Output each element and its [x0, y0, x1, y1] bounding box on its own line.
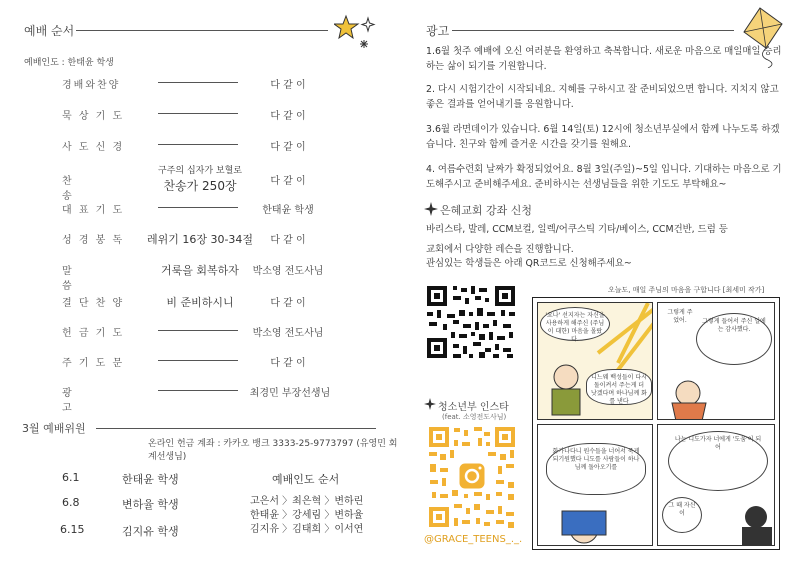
- order-line: 고은서 〉최은혁 〉변하린: [250, 496, 364, 507]
- service-row: [0, 134, 400, 156]
- service-row: [0, 227, 400, 249]
- comic-panel: [537, 302, 653, 420]
- service-row: [0, 166, 400, 202]
- service-who: 최경민 부장선생님: [249, 388, 331, 399]
- service-row: [0, 350, 400, 372]
- sparkle-icon: [424, 398, 436, 410]
- order-line: 한태윤 〉강세림 〉변하율: [250, 510, 364, 521]
- service-row: [0, 72, 400, 94]
- comic-panel: [657, 302, 775, 420]
- account-info: 온라인 헌금 계좌 : 카카오 뱅크 3333-25-9773797 (유영민 회계선생님): [148, 439, 398, 462]
- service-line: [158, 144, 238, 145]
- service-who: 다 같 이: [270, 80, 306, 91]
- insta-qr-code[interactable]: [426, 424, 518, 530]
- comic-caption: 오늘도, 매일 주님의 마음을 구합니다 [최세미 작가]: [608, 286, 765, 294]
- speech-bubble: 니느웨 백성들이 다시 돌이켜서 주는게 더 낫겠다며 하나님께 화를 낸다: [586, 369, 652, 405]
- service-who: 다 같 이: [270, 358, 306, 369]
- insta-title: 청소년부 인스타: [438, 402, 509, 413]
- service-hymn: [150, 164, 250, 194]
- service-who: 박소영 전도사님: [252, 328, 324, 339]
- page-title: 예배 순서: [24, 24, 75, 38]
- committee-date: 6.8: [62, 496, 80, 509]
- service-who: 다 같 이: [270, 298, 306, 309]
- lesson-title: 은혜교회 강좌 신청: [440, 204, 533, 217]
- speech-bubble: 화가나다니 원수들을 너어서 죽게 되기원했다 니도를 사람들이 하나님께 돌아오기를: [546, 443, 646, 495]
- insta-subtitle: (feat. 소영전도사님): [442, 413, 507, 421]
- service-name: 사 도 신 경: [62, 142, 125, 153]
- service-name: 찬 송: [62, 176, 90, 202]
- ads-title: 광고: [426, 24, 450, 38]
- committee-date: 6.1: [62, 471, 80, 484]
- service-who: 다 같 이: [270, 142, 306, 153]
- service-name: 결 단 찬 양: [62, 298, 125, 309]
- service-row: [0, 290, 400, 312]
- speech-bubble: 나는 니도가자 너에게 '도움'이 되어: [668, 431, 768, 491]
- service-who: 다 같 이: [270, 235, 306, 246]
- speech-bubble: '요나' 선지자는 자신을 사용하게 해주신 (주님 이 대한) 마음을 몰랐다.: [540, 307, 610, 341]
- service-name: 주 기 도 문: [62, 358, 125, 369]
- lesson-desc: 교회에서 다양한 레슨을 진행합니다.: [426, 244, 574, 255]
- service-line: [158, 207, 238, 208]
- service-line: [158, 330, 238, 331]
- committee-name: 변하율 학생: [122, 498, 179, 511]
- qr-code[interactable]: [423, 282, 519, 362]
- service-who: 다 같 이: [270, 176, 306, 187]
- service-who: 박소영 전도사님: [252, 266, 324, 277]
- committee-name: 김지유 학생: [122, 525, 179, 538]
- service-name: 묵 상 기 도: [62, 111, 125, 122]
- committee-date: 6.15: [60, 523, 85, 536]
- hymn-number: 찬송가 250장: [163, 179, 237, 193]
- ad-item: 1.6월 첫주 예배에 오신 여러분을 환영하고 축복합니다. 새로운 마음으로 매일매일 승리하는 삶이 되기를 기원합니다.: [426, 46, 782, 72]
- closing-song: 비 준비하시니: [166, 296, 234, 309]
- order-line: 김지유 〉김태희 〉이서연: [250, 524, 364, 535]
- ads-rule: [452, 30, 734, 31]
- service-name: 헌 금 기 도: [62, 328, 125, 339]
- speech-bubble: 그렇게 들어서 주신 일에는 감사했다.: [696, 313, 772, 365]
- service-line: [158, 360, 238, 361]
- service-name: 말 씀: [62, 266, 90, 292]
- hymn-title: 구주의 십자가 보혈로: [158, 166, 242, 176]
- sermon-title: 거룩을 회복하자: [161, 264, 239, 277]
- service-row: [0, 103, 400, 125]
- committee-name: 한태윤 학생: [122, 473, 179, 486]
- scripture: 레위기 16장 30-34절: [146, 233, 254, 246]
- ad-item: 2. 다시 시험기간이 시작되네요. 지혜를 구하시고 잘 준비되었으면 합니다. 지치지 않고 좋은 결과를 얻어내기를 응원합니다.: [426, 84, 779, 110]
- service-row: [0, 320, 400, 342]
- service-who: 한태윤 학생: [262, 205, 314, 216]
- star-icon: [334, 14, 380, 50]
- service-line: [158, 82, 238, 83]
- leader-label: 예배인도 : 한태윤 학생: [24, 58, 114, 68]
- service-name: 대 표 기 도: [62, 205, 125, 216]
- ad-item: 4. 여름수련회 날짜가 확정되었어요. 8월 3일(주일)~5일 입니다. 기대하는 마음으로 기도해주시고 준비해주세요. 준비하시는 선생님들을 위한 기도도 부탁해요~: [426, 164, 782, 190]
- speech-bubble: 그 때 자신이: [662, 497, 702, 533]
- ad-item: 3.6월 라면데이가 있습니다. 6월 14일(토) 12시에 청소년부실에서 함께 나누도록 하겠습니다. 친구와 함께 즐거운 시간을 갖기를 원해요.: [426, 124, 780, 150]
- march-title: 3월 예배위원: [22, 422, 86, 435]
- comic-strip: [532, 297, 780, 550]
- insta-handle[interactable]: @GRACE_TEENS_._.: [424, 534, 523, 545]
- service-name: 경배와찬양: [62, 80, 121, 91]
- service-name: 광 고: [62, 388, 90, 414]
- comic-panel: [537, 424, 653, 546]
- comic-panel: [657, 424, 775, 546]
- order-label: 예배인도 순서: [272, 473, 340, 486]
- service-row: [0, 380, 400, 414]
- march-rule: [96, 428, 376, 429]
- lesson-desc: 관심있는 학생들은 아래 QR코드로 신청해주세요~: [426, 258, 632, 269]
- title-rule: [76, 30, 328, 31]
- service-who: 다 같 이: [270, 111, 306, 122]
- speech-bubble: 그렇게 주었어.: [662, 305, 698, 325]
- service-row: [0, 258, 400, 292]
- lesson-list: 바리스타, 발레, CCM보컬, 일렉/어쿠스틱 기타/베이스, CCM건반, 드럼 등: [426, 224, 728, 235]
- sparkle-icon: [424, 202, 438, 216]
- service-line: [158, 390, 238, 391]
- service-line: [158, 113, 238, 114]
- service-row: [0, 197, 400, 219]
- service-name: 성 경 봉 독: [62, 235, 125, 246]
